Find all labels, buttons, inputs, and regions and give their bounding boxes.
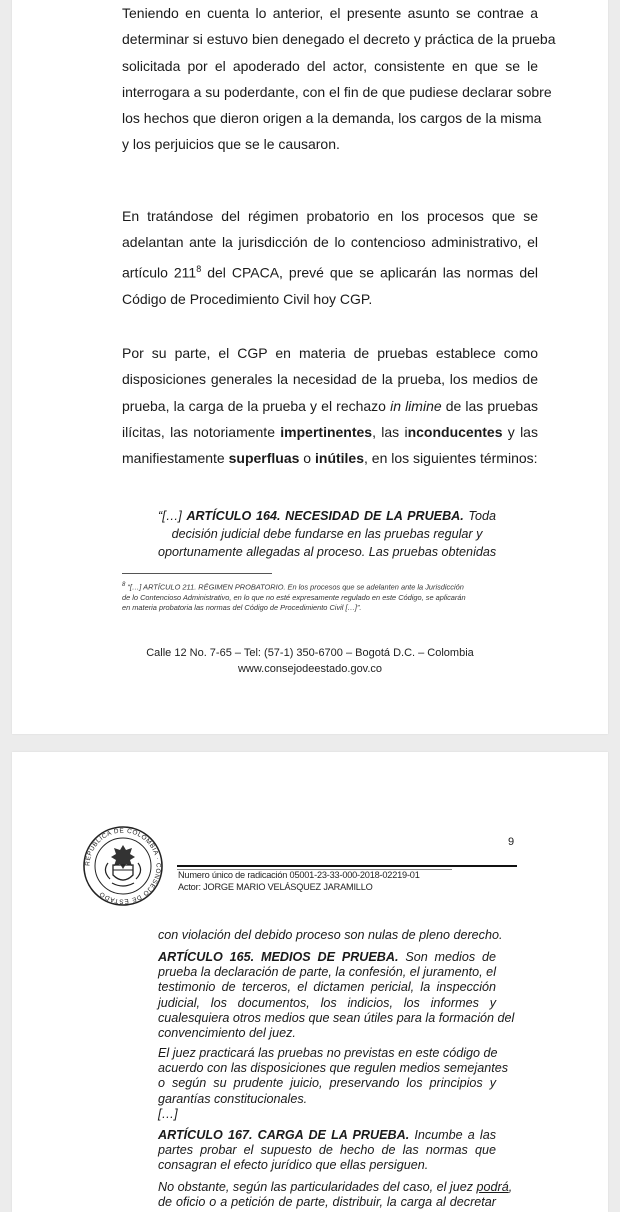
footnote-separator (122, 573, 272, 574)
footnote (122, 580, 556, 614)
text-line: En tratándose del régimen probatorio en los procesos que se (122, 208, 538, 224)
quote-continuation (158, 928, 503, 943)
text-line: adelantan ante la jurisdicción de lo contencioso administrativo, el (122, 234, 538, 251)
text-line: solicitada por el apoderado del actor, consistente en que se le (122, 57, 538, 74)
text-line: y los perjuicios que se le causaron. (122, 136, 340, 153)
quote-line: […] (158, 1106, 178, 1121)
quote-article-167 (158, 1128, 496, 1174)
footnote-line: en materia probatoria las normas del Código de Procedimiento Civil […]”. (122, 603, 362, 613)
text-line: ilícitas, las notoriamente impertinentes, las inconducentes y las (122, 423, 538, 440)
footnote-line: $^8$ “[…] ARTÍCULO 211. RÉGIMEN PROBATORIO. En los procesos que se adelanten ante la Jurisdicción (122, 582, 464, 592)
header-rule (177, 865, 517, 867)
text-line: Por su parte, el CGP en materia de pruebas establece como (122, 345, 538, 361)
quote-paragraph-juez (158, 1046, 509, 1122)
consejo-de-estado-seal-icon (82, 825, 164, 907)
paragraph-issue (122, 0, 556, 158)
svg-text:REPÚBLICA DE COLOMBIA · CONSEJ: REPÚBLICA DE COLOMBIA · CONSEJO DE ESTADO (84, 827, 162, 905)
text-line: Código de Procedimiento Civil hoy CGP. (122, 290, 373, 307)
quote-line: consagran el efecto jurídico que ellas persiguen. (158, 1158, 429, 1173)
text-line: artículo $211^8$ del CPACA, prevé que se aplicarán las normas del (122, 263, 539, 281)
page-number: 9 (508, 836, 515, 848)
text-line: Teniendo en cuenta lo anterior, el presente asunto se contrae a (122, 5, 538, 21)
quote-line: partes probar el supuesto de hecho de las normas que (158, 1143, 496, 1158)
quote-line: “[…] ARTÍCULO 164. NECESIDAD DE LA PRUEBA. Toda (158, 509, 496, 523)
quote-line: cualesquiera otros medios que sean útiles para la formación del (158, 1010, 515, 1025)
address-line: Calle 12 No. 7-65 – Tel: (57-1) 350-6700 – Bogotá D.C. – Colombia (146, 647, 474, 659)
footnote-line: de lo Contencioso Administrativo, en lo que no esté expresamente regulado en este Código, se aplicarán (122, 592, 466, 602)
text-line: los hechos que dieron origen a la demanda, los cargos de la misma (122, 110, 542, 127)
footnote-ref[interactable]: 8 (196, 263, 202, 274)
paragraph-cgp (122, 340, 538, 471)
quote-line: o según su prudente juicio, preservando los principios y (158, 1076, 496, 1091)
text-line: determinar si estuvo bien denegado el decreto y práctica de la prueba (122, 31, 556, 48)
quote-line: con violación del debido proceso son nulas de pleno derecho. (158, 928, 503, 942)
quote-line: No obstante, según las particularidades del caso, el juez podrá, (158, 1180, 513, 1194)
actor-name: Actor: JORGE MARIO VELÁSQUEZ JARAMILLO (178, 882, 373, 892)
quote-line: acuerdo con las disposiciones que regulen medios semejantes (158, 1061, 509, 1076)
text-line: interrogara a su poderdante, con el fin de que pudiese declarar sobre (122, 83, 552, 100)
quote-line: prueba la declaración de parte, la confesión, el juramento, el (158, 965, 496, 980)
website-link[interactable]: www.consejodeestado.gov.co (237, 663, 383, 675)
quote-line: de oficio o a petición de parte, distribuir, la carga al decretar (158, 1195, 496, 1210)
quote-line: garantías constitucionales. (158, 1091, 308, 1106)
quote-line: oportunamente allegadas al proceso. Las pruebas obtenidas (158, 545, 497, 559)
paragraph-regimen (122, 203, 538, 312)
quote-article-165 (158, 950, 515, 1041)
text-line: prueba, la carga de la prueba y el rechazo in limine de las pruebas (122, 397, 539, 414)
quote-article-164 (158, 507, 496, 561)
text-line: manifiestamente superfluas o inútiles, en los siguientes términos: (122, 450, 538, 467)
quote-paragraph-no-obstante (158, 1180, 513, 1210)
document-page-8 (12, 0, 608, 734)
quote-line: ARTÍCULO 167. CARGA DE LA PRUEBA. Incumbe a las (158, 1128, 496, 1142)
quote-line: El juez practicará las pruebas no previstas en este código de (158, 1046, 498, 1060)
quote-line: decisión judicial debe fundarse en las pruebas regular y (171, 527, 483, 541)
quote-line: judicial, los documentos, los indicios, los informes y (158, 995, 496, 1010)
document-page-9 (12, 752, 608, 1212)
text-line: disposiciones generales la necesidad de la prueba, los medios de (122, 371, 538, 388)
radicacion-number: Numero único de radicación 05001-23-33-000-2018-02219-01 (178, 870, 420, 880)
quote-line: convencimiento del juez. (158, 1026, 296, 1041)
quote-line: ARTÍCULO 165. MEDIOS DE PRUEBA. Son medios de (158, 950, 496, 964)
quote-line: testimonio de terceros, el dictamen pericial, la inspección (158, 980, 496, 995)
